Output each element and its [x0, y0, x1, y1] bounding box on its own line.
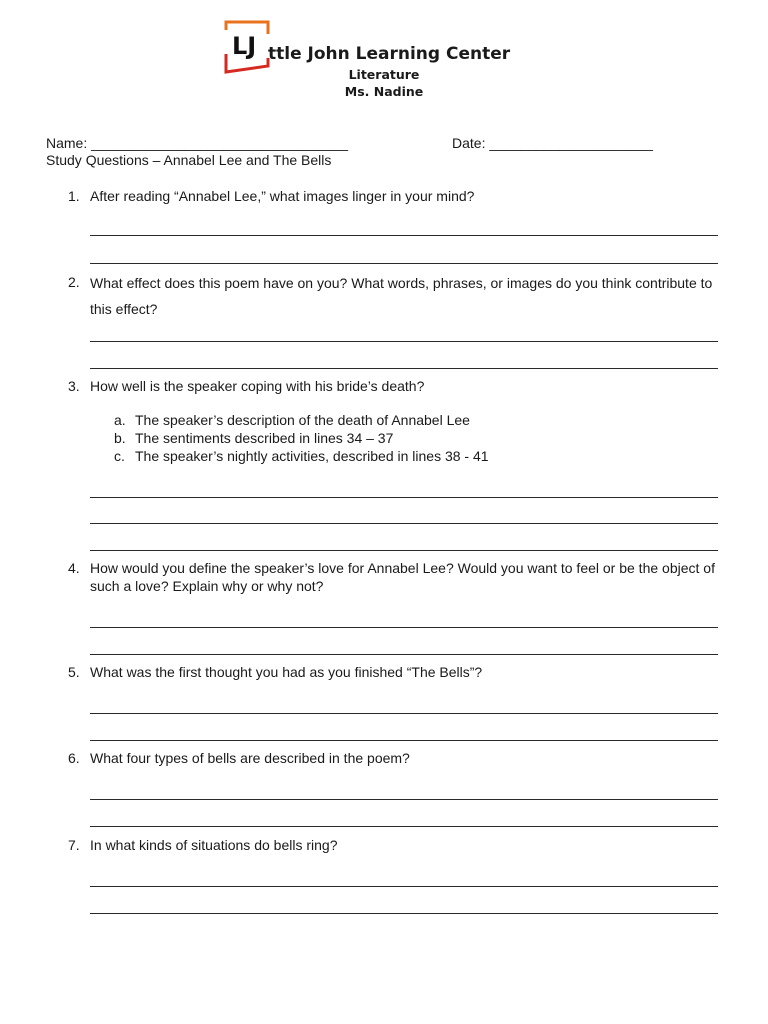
answer-line[interactable] [90, 826, 718, 827]
question-number: 7. [68, 837, 80, 853]
answer-line[interactable] [90, 263, 718, 264]
worksheet-header: LJ ttle John Learning Center Literature Ms. Nadine [0, 0, 768, 110]
logo-text: LJ [232, 32, 257, 60]
question-text: What was the first thought you had as you finished “The Bells”? [90, 664, 483, 680]
question-number: 4. [68, 560, 80, 576]
question-number: 3. [68, 378, 80, 394]
worksheet-title: Study Questions – Annabel Lee and The Bells [46, 152, 332, 168]
answer-line[interactable] [90, 713, 718, 714]
question-text: How well is the speaker coping with his bride’s death? [90, 378, 425, 394]
question-text: In what kinds of situations do bells ring? [90, 837, 338, 853]
question-number: 1. [68, 188, 80, 204]
answer-line[interactable] [90, 913, 718, 914]
question-number: 2. [68, 274, 80, 290]
answer-line[interactable] [90, 627, 718, 628]
answer-line[interactable] [90, 341, 718, 342]
answer-line[interactable] [90, 497, 718, 498]
date-field[interactable]: Date: _____________________ [452, 135, 653, 151]
question-number: 5. [68, 664, 80, 680]
question-number: 6. [68, 750, 80, 766]
answer-line[interactable] [90, 368, 718, 369]
answer-line[interactable] [90, 550, 718, 551]
answer-line[interactable] [90, 523, 718, 524]
answer-line[interactable] [90, 654, 718, 655]
answer-line[interactable] [90, 235, 718, 236]
answer-line[interactable] [90, 740, 718, 741]
org-title: ttle John Learning Center [268, 44, 511, 64]
answer-line[interactable] [90, 799, 718, 800]
question-text: What effect does this poem have on you? What words, phrases, or images do you think contribute to this effect? [90, 275, 713, 317]
question-text: How would you define the speaker’s love for Annabel Lee? Would you want to feel or be the object of such a love? Explain why or why not? [90, 560, 715, 594]
question-text: After reading “Annabel Lee,” what images linger in your mind? [90, 188, 475, 204]
ljlc-logo [222, 20, 272, 74]
answer-line[interactable] [90, 886, 718, 887]
question-text: What four types of bells are described in the poem? [90, 750, 410, 766]
name-field[interactable]: Name: _________________________________ [46, 135, 349, 151]
